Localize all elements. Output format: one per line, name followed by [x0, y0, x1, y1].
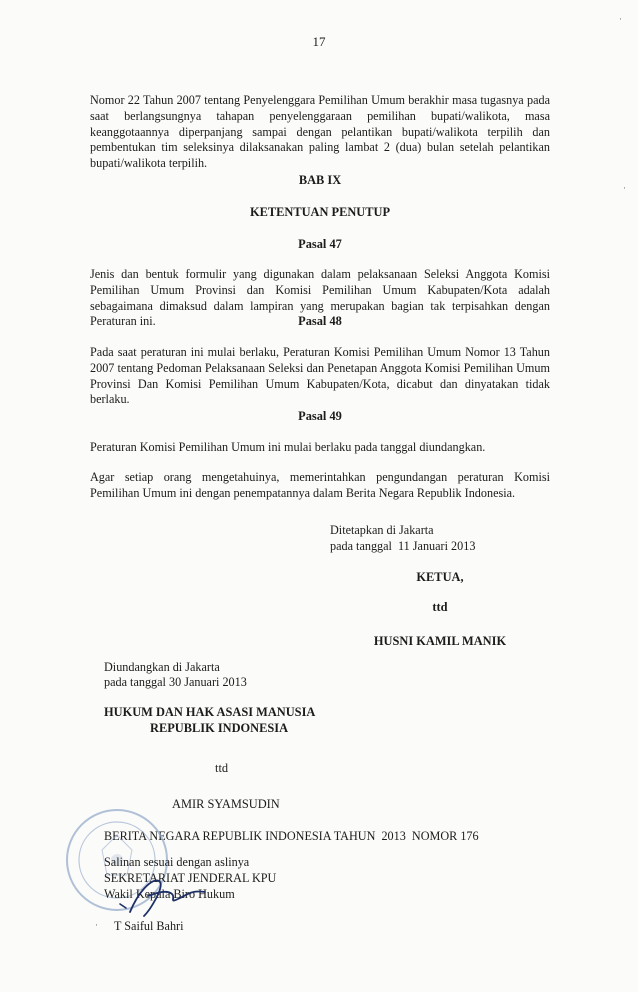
- scan-mark-dot-top: ·: [619, 14, 622, 24]
- ministry-line-2: REPUBLIK INDONESIA: [150, 721, 289, 735]
- promulgation-name: AMIR SYAMSUDIN: [172, 797, 280, 811]
- certification-line-2: SEKRETARIAT JENDERAL KPU: [104, 871, 277, 885]
- scan-mark-dot-right: ·: [623, 183, 626, 193]
- promulgation-paragraph: Agar setiap orang mengetahuinya, memerintahkan pengundangan peraturan Komisi Pemilihan Umum ini dengan penempatannya dalam Berita Negara Republik Indonesia.: [90, 470, 550, 500]
- enactment-place: Ditetapkan di Jakarta: [330, 523, 434, 537]
- handwritten-signature-icon: [110, 868, 215, 923]
- article-48-text: Pada saat peraturan ini mulai berlaku, Peraturan Komisi Pemilihan Umum Nomor 13 Tahun 2007 tentang Pedoman Pelaksanaan Seleksi dan Penetapan Anggota Komisi Pemilihan Umum Provinsi Dan Komisi Pemilihan Umum Kabupaten/Kota, dicabut dan dinyatakan tidak berlaku.: [90, 345, 550, 407]
- page-number: 17: [312, 34, 326, 49]
- article-49-text: Peraturan Komisi Pemilihan Umum ini mulai berlaku pada tanggal diundangkan.: [90, 440, 486, 454]
- enactment-date: pada tanggal 11 Januari 2013: [330, 539, 476, 553]
- promulgation-date: pada tanggal 30 Januari 2013: [104, 675, 247, 689]
- article-47-text: Jenis dan bentuk formulir yang digunakan dalam pelaksanaan Seleksi Anggota Komisi Pemilihan Umum Provinsi dan Komisi Pemilihan Umum Kabupaten/Kota adalah sebagaimana dimaksud dalam lampiran yang merupakan bagian tak terpisahkan dengan Peraturan ini.: [90, 267, 550, 329]
- scan-mark-dot-bottom: ·: [95, 920, 98, 930]
- enactment-position: KETUA,: [416, 570, 464, 584]
- ministry-line-1: HUKUM DAN HAK ASASI MANUSIA: [104, 705, 316, 719]
- article-47-heading: Pasal 47: [298, 237, 342, 251]
- article-49-heading: Pasal 49: [298, 409, 342, 423]
- gazette-line: BERITA NEGARA REPUBLIK INDONESIA TAHUN 2013 NOMOR 176: [104, 829, 479, 843]
- certification-line-3: Wakil Kepala Biro Hukum: [104, 887, 235, 901]
- promulgation-place: Diundangkan di Jakarta: [104, 660, 220, 674]
- article-48-heading: Pasal 48: [298, 314, 342, 328]
- enactment-signed: ttd: [432, 600, 448, 614]
- chapter-title: KETENTUAN PENUTUP: [249, 205, 391, 219]
- promulgation-signed: ttd: [215, 761, 229, 775]
- chapter-heading: BAB IX: [298, 173, 342, 187]
- enactment-name: HUSNI KAMIL MANIK: [373, 634, 507, 648]
- intro-paragraph: Nomor 22 Tahun 2007 tentang Penyelenggara Pemilihan Umum berakhir masa tugasnya pada saat berlangsungnya tahapan penyelenggaraan pemilihan bupati/walikota, masa keanggotaannya diperpanjang sampai dengan pelantikan bupati/walikota terpilih dan pembentukan tim seleksinya dilaksanakan paling lambat 2 (dua) bulan setelah pelantikan bupati/walikota terpilih.: [90, 93, 550, 171]
- certification-line-1: Salinan sesuai dengan aslinya: [104, 855, 250, 869]
- certification-name: T Saiful Bahri: [114, 919, 184, 933]
